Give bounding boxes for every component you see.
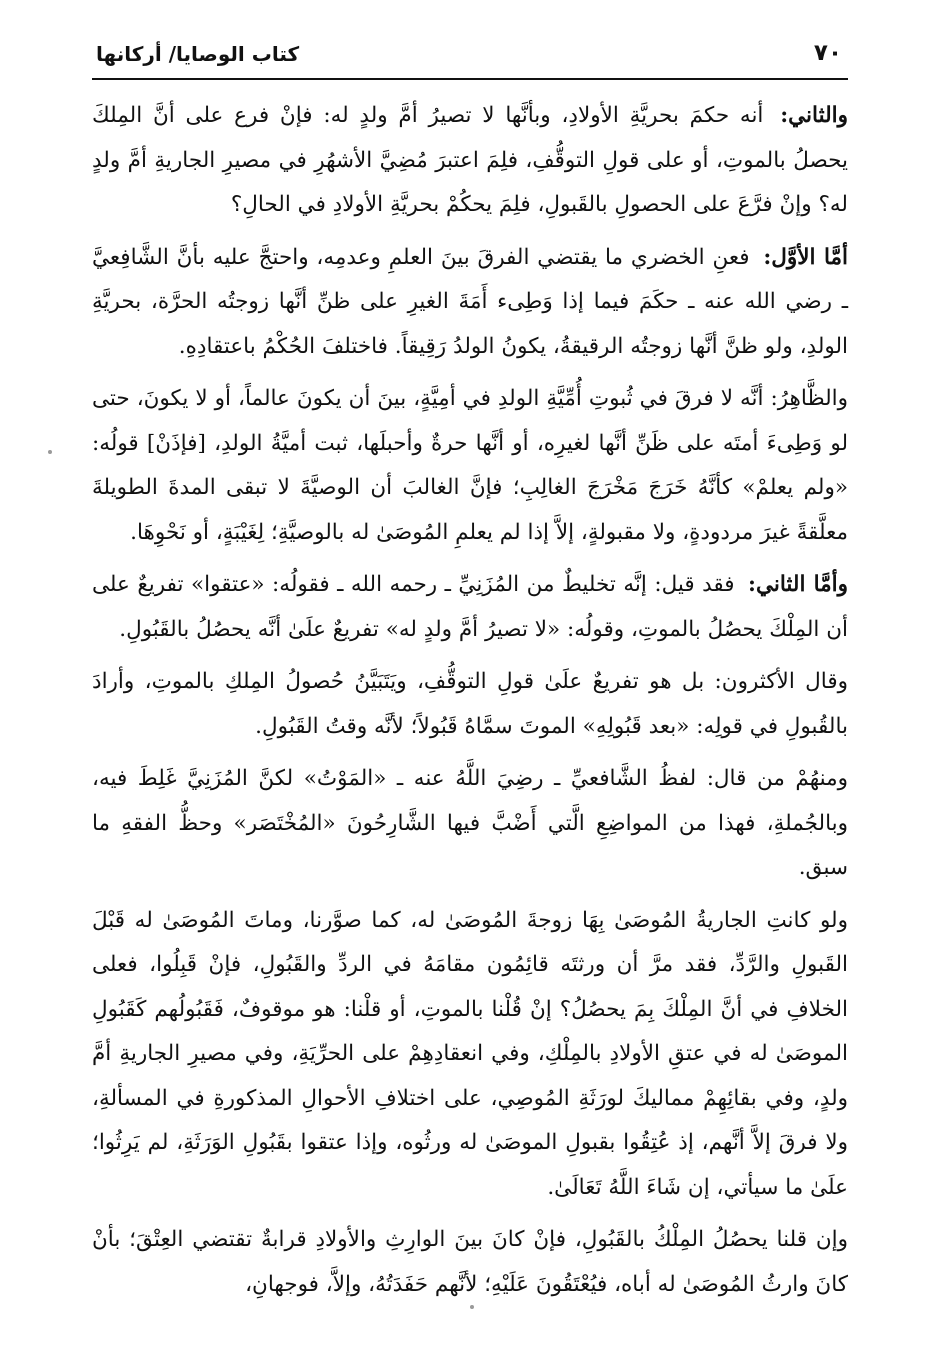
paragraph-2 bbox=[92, 236, 848, 370]
running-header bbox=[92, 34, 848, 80]
paragraph-text: وقال الأكثرون: بل هو تفريعٌ علَىٰ قولِ التوقُّفِ، ويَتَبَيَّنُ حُصولُ المِلكِ بالموتِ، وأرادَ بالقُبولِ في قولِه: «بعد قَبُولِهِ» الموتَ سمَّاهُ قَبُولاً؛ لأنَّه وقتُ القَبُولِ. bbox=[92, 669, 848, 739]
paragraph-7 bbox=[92, 899, 848, 1211]
paragraph-1 bbox=[92, 94, 848, 228]
paragraph-6 bbox=[92, 757, 848, 891]
page-smudge bbox=[48, 450, 52, 454]
paragraph-5 bbox=[92, 660, 848, 749]
body-text bbox=[92, 94, 848, 1307]
paragraph-8 bbox=[92, 1218, 848, 1307]
paragraph-text: ومنهُمْ من قال: لفظُ الشَّافعيِّ ـ رضِيَ اللَّهُ عنه ـ «المَوْتُ» لكنَّ المُزَنِيَّ غَلِطَ فيه، وبالجُملةِ، فهذا من المواضِعِ الَّتي أَضْبَّ فيها الشَّارِحُونَ «المُخْتَصَر» وحظُّ الفقهِ ما سبق. bbox=[92, 766, 848, 880]
paragraph-3 bbox=[92, 377, 848, 555]
paragraph-text: والظَّاهِرُ: أنَّه لا فرقَ في ثُبوتِ أُمِّيَّةِ الولدِ في أمِيَّةٍ، بينَ أن يكونَ عالماً، أو لا يكونَ، حتى لو وَطِىءَ أمتَه على ظَنِّ أنَّها لغيرِه، أو أنَّها حرةٌ وأحبلَها، ثبت أميَّةُ الولدِ، [فإذَنْ] قولُه: «ولم يعلمْ» كأنَّهُ خَرَجَ مَخْرَجَ الغالِبِ؛ فإنَّ الغالبَ أن الوصيَّةَ لا تبقى المدةَ الطويلةَ معلَّقةً غيرَ مردودةٍ، ولا مقبولةٍ، إلاَّ إذا لم يعلمِ المُوصَىٰ له بالوصيَّةِ؛ لِغَيْبَةٍ، أو نَحْوِهَا. bbox=[92, 386, 848, 545]
page-number: ٧٠ bbox=[813, 40, 842, 66]
paragraph-lead: والثاني: bbox=[780, 103, 848, 128]
paragraph-text: فعنِ الخضري ما يقتضي الفرقَ بينَ العلمِ وعدمِه، واحتجَّ عليه بأنَّ الشَّافِعيَّ ـ رضي الله عنه ـ حكَمَ فيما إذا وَطِىء أَمَةَ الغيرِ على ظنِّ أنَّها زوجتُه الحرَّة، بحريَّةِ الولدِ، ولو ظنَّ أنَّها زوجتُه الرقيقةُ، يكونُ الولدُ رَقِيقاً. فاختلفَ الحُكْمُ باعتقادِهِ. bbox=[92, 244, 848, 359]
book-page bbox=[92, 34, 848, 1334]
paragraph-lead: أمَّا الأوَّل: bbox=[763, 244, 849, 270]
paragraph-lead: وأمَّا الثاني: bbox=[748, 572, 848, 597]
paragraph-text: فقد قيل: إنَّه تخليطٌ من المُزَنِيِّ ـ رحمه الله ـ فقولُه: «عتقوا» تفريعٌ على أن المِلْكَ يحصُلُ بالموتِ، وقولُه: «لا تصيرُ أمَّ ولدٍ له» تفريعٌ علَىٰ أنَّه يحصُلُ بالقَبُولِ. bbox=[92, 572, 848, 642]
running-title: كتاب الوصايا/ أركانها bbox=[96, 42, 300, 66]
paragraph-text: ولو كانتِ الجاريةُ المُوصَىٰ بِهَا زوجةَ المُوصَىٰ له، كما صوَّرنا، وماتَ المُوصَىٰ له قَبْلَ القَبولِ والرَّدِّ، فقد مرَّ أن ورثتَه قائِمُون مقامَهُ في الردِّ والقَبُولِ، فإنْ قَبِلُوا، فعلى الخلافِ في أنَّ المِلْكَ بِمَ يحصُلُ؟ إنْ قُلْنا بالموتِ، أو قلْنا: هو موقوفٌ، فَقَبُولُهم كَقَبُولِ الموصَىٰ له في عتقِ الأولادِ بالمِلْكِ، وفي انعقادِهِمْ على الحرِّيَةِ، وفي مصيرِ الجاريةِ أمَّ ولدٍ، وفي بقائِهِمْ مماليكَ لورَثَةِ المُوصِي، على اختلافِ الأحوالِ المذكورةِ في المسألةِ، ولا فرقَ إلاَّ أنَّهم، إذ عُتِقُوا بقبولِ الموصَىٰ له ورثُوه، وإذا عتقوا بقَبُولِ الوَرَثَةِ، لم يَرِثُوا؛ علَىٰ ما سيأتي، إن شَاءَ اللَّهُ تَعَالَىٰ. bbox=[92, 907, 848, 1200]
paragraph-text: وإن قلنا يحصُلُ المِلْكُ بالقَبُولِ، فإنْ كانَ بينَ الوارِثِ والأولادِ قرابةٌ تقتضي العِتْقَ؛ بأنْ كانَ وارثُ المُوصَىٰ له أباه، فيُعْتَقُونَ عَلَيْهِ؛ لأنَّهم حَفَدَتُهُ، وإلاَّ، فوجهانِ، bbox=[92, 1227, 848, 1297]
paragraph-text: أنه حكمَ بحريَّةِ الأولادِ، وبأنَّها لا تصيرُ أمَّ ولدٍ له: فإنْ فرع على أنَّ المِلكَ يحصلُ بالموتِ، أو على قولِ التوقُّفِ، فلِمَ اعتبرَ مُضِيَّ الأشهُرِ في مصيرِ الجاريةِ أمَّ ولدٍ له؟ وإنْ فرَّعَ على الحصولِ بالقَبولِ، فلِمَ يحكُمْ بحريَّةِ الأولادِ في الحالِ؟ bbox=[92, 103, 848, 217]
paragraph-4 bbox=[92, 563, 848, 652]
